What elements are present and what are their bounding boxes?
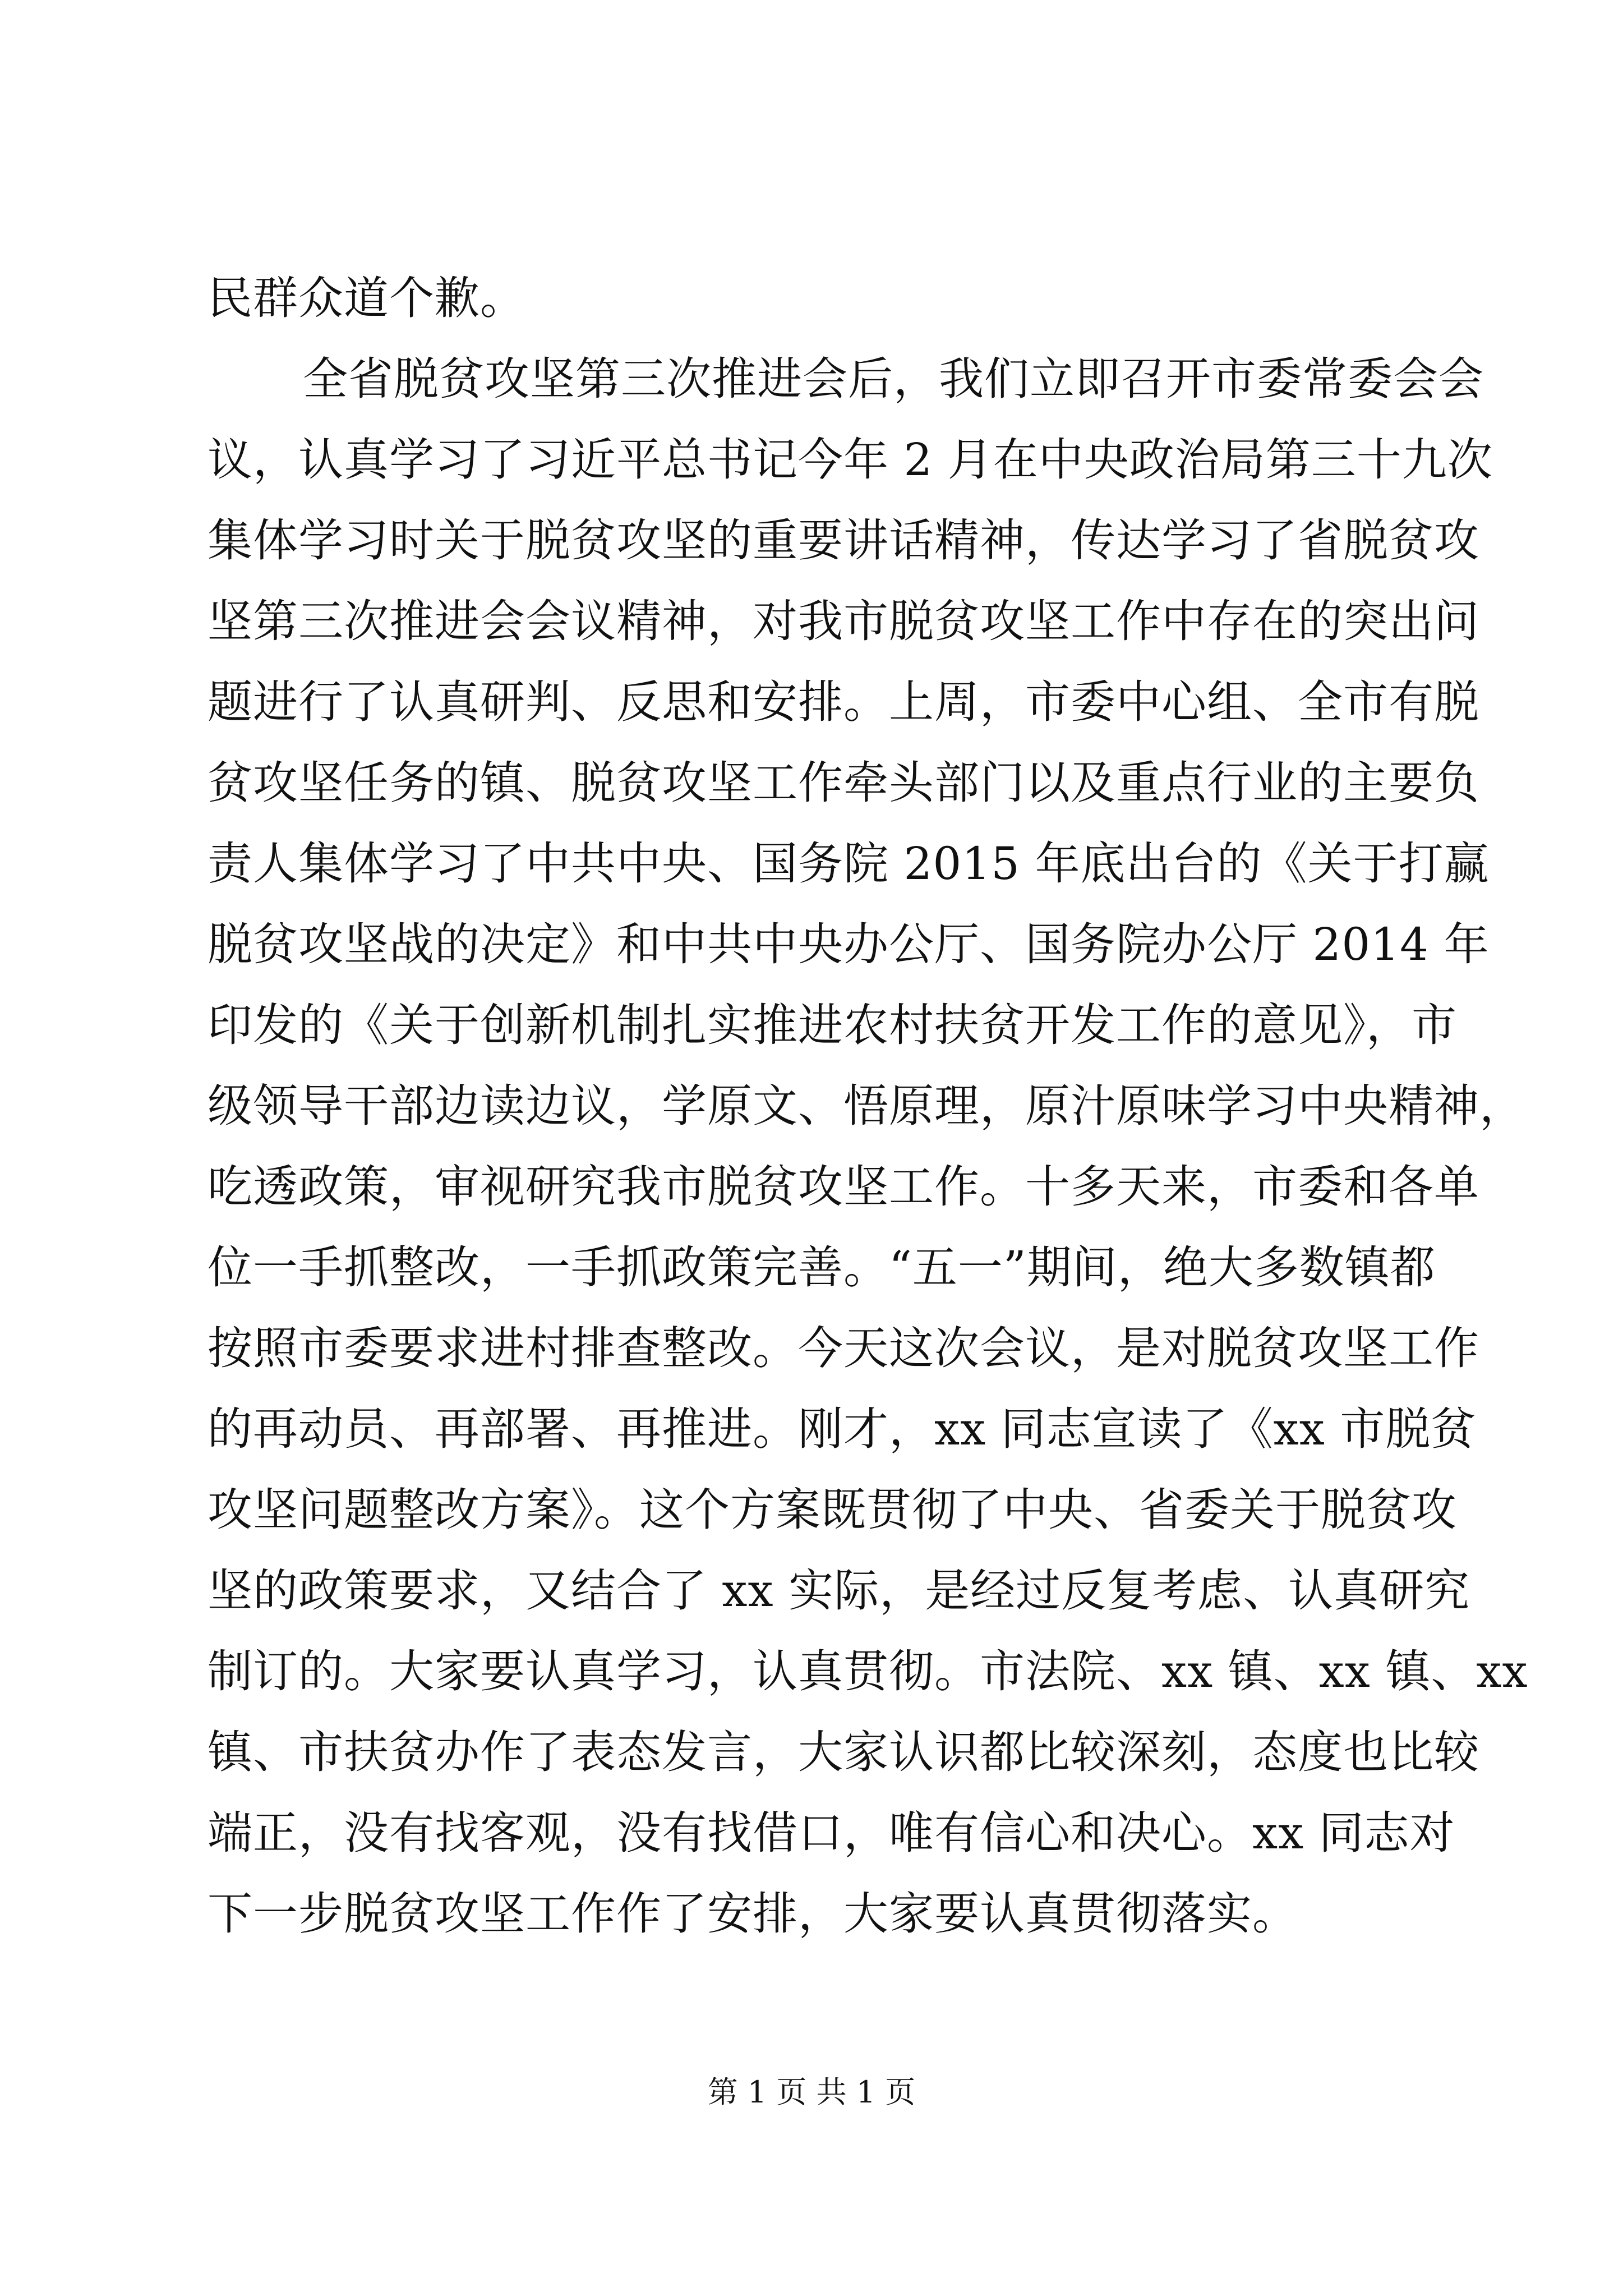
- text-line: 端正，没有找客观，没有找借口，唯有信心和决心。xx 同志对: [208, 1807, 1455, 1859]
- text-line: 坚第三次推进会会议精神，对我市脱贫攻坚工作中存在的突出问: [208, 595, 1479, 647]
- text-line: 民群众道个歉。: [208, 272, 525, 324]
- text-line: 攻坚问题整改方案》。这个方案既贯彻了中央、省委关于脱贫攻: [208, 1484, 1457, 1536]
- text-line: 脱贫攻坚战的决定》和中共中央办公厅、国务院办公厅 2014 年: [208, 918, 1490, 970]
- text-line: 镇、市扶贫办作了表态发言，大家认识都比较深刻，态度也比较: [208, 1726, 1479, 1778]
- text-line: 按照市委要求进村排查整改。今天这次会议，是对脱贫攻坚工作: [208, 1322, 1479, 1374]
- text-line: 责人集体学习了中共中央、国务院 2015 年底出台的《关于打赢: [208, 838, 1490, 890]
- text-line: 制订的。大家要认真学习，认真贯彻。市法院、xx 镇、xx 镇、xx: [208, 1645, 1528, 1697]
- text-line: 位一手抓整改，一手抓政策完善。“五一”期间，绝大多数镇都: [208, 1241, 1436, 1294]
- text-line: 印发的《关于创新机制扎实推进农村扶贫开发工作的意见》，市: [208, 999, 1457, 1051]
- text-line: 议，认真学习了习近平总书记今年 2 月在中央政治局第三十九次: [208, 434, 1493, 486]
- text-line: 下一步脱贫攻坚工作作了安排，大家要认真贯彻落实。: [208, 1888, 1298, 1940]
- text-line: 题进行了认真研判、反思和安排。上周，市委中心组、全市有脱: [208, 676, 1479, 728]
- text-line: 坚的政策要求，又结合了 xx 实际，是经过反复考虑、认真研究: [208, 1565, 1470, 1617]
- text-line: 吃透政策，审视研究我市脱贫攻坚工作。十多天来，市委和各单: [208, 1161, 1479, 1213]
- page-footer: 第 1 页 共 1 页: [707, 2074, 916, 2110]
- text-line: 全省脱贫攻坚第三次推进会后，我们立即召开市委常委会会: [303, 353, 1484, 405]
- text-line: 集体学习时关于脱贫攻坚的重要讲话精神，传达学习了省脱贫攻: [208, 514, 1479, 567]
- text-line: 级领导干部边读边议，学原文、悟原理，原汁原味学习中央精神，: [208, 1080, 1525, 1132]
- text-line: 的再动员、再部署、再推进。刚才，xx 同志宣读了《xx 市脱贫: [208, 1403, 1477, 1455]
- document-body: [208, 258, 1528, 1954]
- text-line: 贫攻坚任务的镇、脱贫攻坚工作牵头部门以及重点行业的主要负: [208, 757, 1479, 809]
